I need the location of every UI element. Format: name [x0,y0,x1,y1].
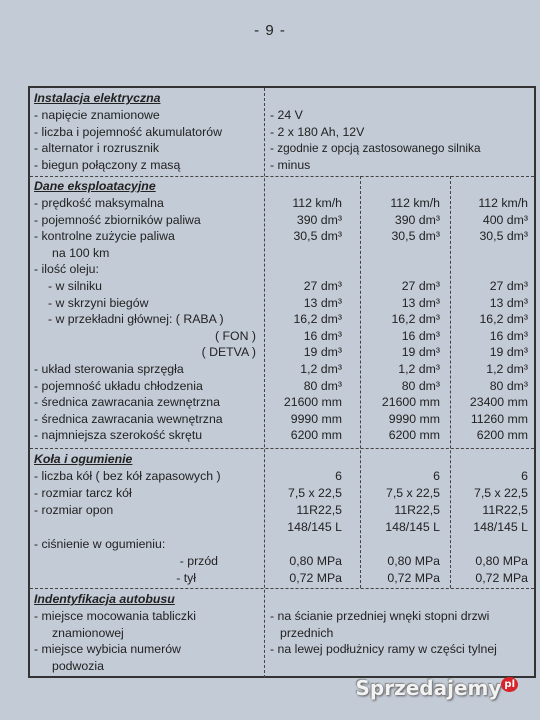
operating-row-value: 30,5 dm³ [479,229,528,244]
wheels-row-value: 11R22,5 [482,503,528,517]
section-divider [30,448,534,449]
section-heading-electrical: Instalacja elektryczna [34,91,161,105]
operating-row-label: - pojemność zbiorników paliwa [34,212,201,227]
operating-row-value: 11260 mm [470,411,528,426]
wheels-row-value: 0,72 MPa [387,571,440,585]
electrical-value: - zgodnie z opcją zastosowanego silnika [270,141,481,155]
operating-row-label: - średnica zawracania wewnętrzna [34,411,223,426]
wheels-row-value: 7,5 x 22,5 [287,486,342,500]
operating-row-value: 16,2 dm³ [391,312,440,327]
wheels-row-label: - tył [176,571,196,585]
operating-row-label: - kontrolne zużycie paliwa [34,229,175,244]
wheels-row-value: 0,72 MPa [475,571,528,585]
operating-row-label: - układ sterowania sprzęgła [34,362,184,376]
operating-row-label: ( DETVA ) [201,345,256,360]
operating-row-value: 30,5 dm³ [293,229,342,244]
operating-row-label: ( FON ) [215,328,256,343]
operating-row-value: 112 km/h [478,196,528,210]
electrical-value: - 2 x 180 Ah, 12V [270,124,365,139]
operating-row-label: - w silniku [48,279,102,293]
operating-row-value: 1,2 dm³ [398,362,440,376]
identification-value: przednich [280,625,334,640]
operating-row-value: 80 dm³ [303,378,342,393]
operating-row-value: 16,2 dm³ [479,312,528,327]
page-number: - 9 - [254,22,286,39]
electrical-label: - alternator i rozrusznik [34,141,160,155]
operating-row-label: - ilość oleju: [34,262,99,277]
wheels-row-value: 0,80 MPa [387,554,440,568]
operating-row-value: 21600 mm [283,395,342,410]
watermark-badge: pl [501,677,518,692]
wheels-row-value: 6 [335,469,342,483]
operating-row-value: 112 km/h [292,196,342,210]
identification-label: podwozia [52,658,104,673]
wheels-row-value: 11R22,5 [394,503,440,517]
electrical-label: - biegun połączony z masą [34,157,181,172]
wheels-row-value: 6 [433,469,440,483]
identification-value: - na ścianie przedniej wnęki stopni drzwi [270,609,490,623]
operating-row-value: 13 dm³ [489,295,528,310]
operating-row-value: 80 dm³ [401,378,440,393]
wheels-row-value: 11R22,5 [296,503,342,517]
operating-row-value: 23400 mm [469,395,528,410]
operating-row-value: 21600 mm [381,395,440,410]
operating-row-label: - prędkość maksymalna [34,196,164,210]
electrical-value: - minus [270,157,311,172]
operating-row-label: - w przekładni głównej: ( RABA ) [48,312,224,327]
operating-row-value: 27 dm³ [303,279,342,293]
wheels-row-label: - przód [179,554,218,568]
identification-label: znamionowej [52,625,124,640]
operating-row-value: 27 dm³ [489,279,528,293]
wheels-row-value: 0,80 MPa [475,554,528,568]
operating-row-value: 80 dm³ [489,378,528,393]
wheels-row-value: 148/145 L [473,520,528,534]
electrical-label: - liczba i pojemność akumulatorów [34,124,222,139]
operating-row-value: 1,2 dm³ [300,362,342,376]
operating-row-value: 390 dm³ [394,212,440,227]
operating-row-label: - średnica zawracania zewnętrzna [34,395,220,410]
section-heading-wheels: Koła i ogumienie [34,452,133,466]
wheels-row-value: 0,72 MPa [289,571,342,585]
electrical-value: - 24 V [270,108,303,122]
identification-value: - na lewej podłużnicy ramy w części tylnej [270,642,497,656]
identification-label: - miejsce mocowania tabliczki [34,609,196,623]
operating-row-value: 9990 mm [290,411,342,426]
operating-row-label: - pojemność układu chłodzenia [34,378,203,393]
operating-row-value: 6200 mm [476,428,528,443]
operating-row-label: - w skrzyni biegów [48,295,149,310]
operating-row-value: 400 dm³ [482,212,528,227]
operating-row-value: 1,2 dm³ [486,362,528,376]
operating-row-value: 13 dm³ [303,295,342,310]
operating-row-value: 19 dm³ [401,345,440,360]
operating-row-value: 19 dm³ [303,345,342,360]
wheels-row-value: 6 [521,469,528,483]
section-heading-operating: Dane eksploatacyjne [34,179,156,193]
operating-row-value: 16 dm³ [303,328,342,343]
operating-row-label: na 100 km [52,245,110,260]
operating-row-value: 13 dm³ [401,295,440,310]
wheels-row-value: 7,5 x 22,5 [385,486,440,500]
section-divider [30,588,534,589]
operating-row-value: 30,5 dm³ [391,229,440,244]
electrical-label: - napięcie znamionowe [34,108,160,122]
operating-row-value: 19 dm³ [489,345,528,360]
operating-row-value: 112 km/h [390,196,440,210]
operating-row-value: 6200 mm [388,428,440,443]
operating-row-value: 9990 mm [388,411,440,426]
operating-row-value: 16 dm³ [489,328,528,343]
wheels-row-label: - rozmiar tarcz kół [34,486,132,500]
identification-label: - miejsce wybicia numerów [34,642,181,656]
operating-row-label: - najmniejsza szerokość skrętu [34,428,203,443]
operating-row-value: 27 dm³ [401,279,440,293]
watermark-text: Sprzedajemy [355,676,502,700]
wheels-row-label: - rozmiar opon [34,503,114,517]
wheels-row-label: - liczba kół ( bez kół zapasowych ) [34,469,221,483]
operating-row-value: 16,2 dm³ [293,312,342,327]
wheels-row-value: 148/145 L [385,520,440,534]
spec-table [28,86,536,678]
operating-row-value: 6200 mm [290,428,342,443]
operating-row-value: 16 dm³ [401,328,440,343]
wheels-row-value: 7,5 x 22,5 [473,486,528,500]
section-divider [30,176,534,177]
watermark-logo [356,676,519,700]
wheels-row-value: 0,80 MPa [289,554,342,568]
wheels-row-value: 148/145 L [287,520,342,534]
wheels-row-label: - ciśnienie w ogumieniu: [34,537,166,551]
section-heading-identification: Indentyfikacja autobusu [34,592,175,606]
operating-row-value: 390 dm³ [296,212,342,227]
